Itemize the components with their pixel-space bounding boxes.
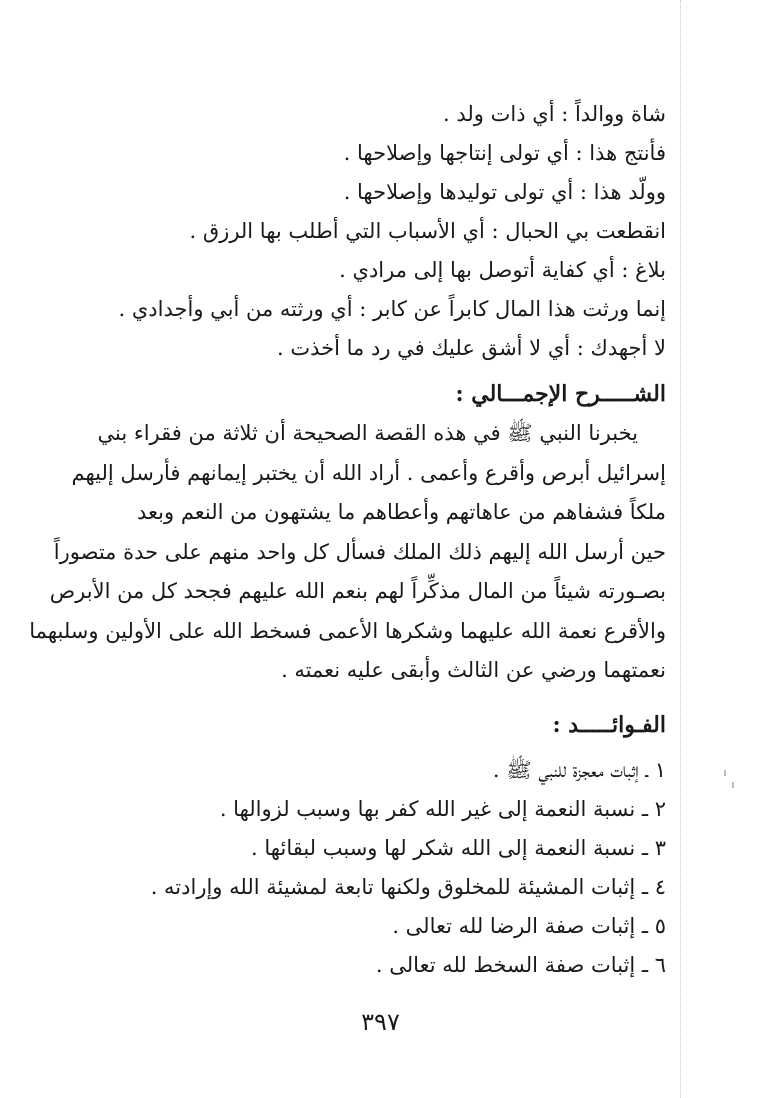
- benefit-item: ٣ ـ نسبة النعمة إلى الله شكر لها وسبب لبقائها .: [251, 835, 666, 860]
- glossary-line: انقطعت بي الحبال : أي الأسباب التي أطلب بها الرزق .: [189, 219, 666, 243]
- summary-line: ملكاً فشفاهم من عاهاتهم وأعطاهم ما يشتهون من النعم وبعد: [137, 500, 666, 524]
- benefits-heading: الفـوائـــــد :: [552, 711, 666, 738]
- benefit-item: ٦ ـ إثبات صفة السخط لله تعالى .: [375, 952, 666, 977]
- gutter-mark: [732, 782, 734, 788]
- summary-line: إسرائيل أبرص وأقرع وأعمى . أراد الله أن يختبر إيمانهم فأرسل إليهم: [71, 460, 666, 485]
- summary-line: نعمتهما ورضي عن الثالث وأبقى عليه نعمته .: [281, 658, 666, 682]
- gutter-line: [680, 0, 681, 1098]
- summary-line: يخبرنا النبي ﷺ في هذه القصة الصحيحة أن ثلاثة من فقراء بني: [97, 421, 638, 445]
- summary-line: بصـورته شيئاً من المال مذكِّراً لهم بنعم الله عليهم فجحد كل من الأبرص: [49, 579, 666, 603]
- page-number: ٣٩٧: [361, 1008, 400, 1036]
- benefit-item: ٥ ـ إثبات صفة الرضا لله تعالى .: [392, 913, 666, 938]
- glossary-line: فأنتج هذا : أي تولى إنتاجها وإصلاحها .: [343, 141, 666, 165]
- glossary-line: شاة ووالداً : أي ذات ولد .: [443, 102, 666, 126]
- benefit-item: ٤ ـ إثبات المشيئة للمخلوق ولكنها تابعة لمشيئة الله وإرادته .: [150, 874, 666, 899]
- benefit-item: ١ ـ إثبات معجزة للنبي ﷺ .: [492, 757, 666, 782]
- summary-line: حين أرسل الله إليهم ذلك الملك فسأل كل واحد منهم على حدة متصوراً: [53, 539, 666, 564]
- glossary-line: وولّد هذا : أي تولى توليدها وإصلاحها .: [343, 180, 666, 204]
- benefit-item: ٢ ـ نسبة النعمة إلى غير الله كفر بها وسبب لزوالها .: [219, 796, 666, 821]
- text-column: [29, 95, 666, 985]
- glossary-section: [106, 95, 666, 368]
- summary-line: والأقرع نعمة الله عليهما وشكرها الأعمى فسخط الله على الأولين وسلبهما: [29, 618, 666, 643]
- summary-paragraph: [29, 414, 666, 691]
- summary-heading: الشـــــرح الإجمـــالي :: [455, 381, 666, 407]
- gutter-mark: [724, 770, 726, 776]
- glossary-line: بلاغ : أي كفاية أتوصل بها إلى مرادي .: [339, 258, 666, 282]
- benefits-list: [106, 751, 666, 985]
- glossary-line: لا أجهدك : أي لا أشق عليك في رد ما أخذت .: [277, 336, 666, 360]
- glossary-line: إنما ورثت هذا المال كابراً عن كابر : أي ورثته من أبي وأجدادي .: [118, 297, 666, 321]
